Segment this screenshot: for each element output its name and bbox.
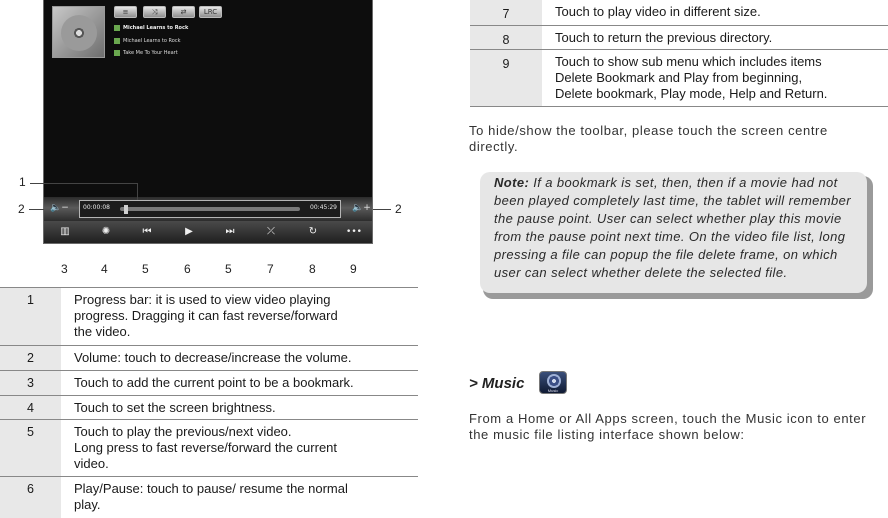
callout-previous: 5 xyxy=(142,262,149,276)
disc-icon xyxy=(61,15,97,51)
album-art-image xyxy=(52,6,105,58)
table-row xyxy=(470,0,888,25)
volume-up-button[interactable]: 🔈+ xyxy=(352,203,371,213)
callout-leader xyxy=(373,209,391,210)
row-number: 1 xyxy=(0,288,61,346)
row-description: Volume: touch to decrease/increase the volume. xyxy=(61,346,418,371)
music-intro-paragraph: From a Home or All Apps screen, touch the Music icon to enter the music file listing interface shown below: xyxy=(469,411,867,442)
row-description: Progress bar: it is used to view video playing progress. Dragging it can fast reverse/forward the video. xyxy=(61,288,418,346)
elapsed-time: 00:00:08 xyxy=(83,204,110,211)
control-bar xyxy=(44,221,373,244)
music-heading: > Music xyxy=(469,375,525,392)
table-row xyxy=(0,346,418,371)
note-text: If a bookmark is set, then, then if a movie had not been played completely last time, the tablet will remember the pause point. User can select whether play this movie from the pause point next time. On the video file list, long pressing a file can popup the file delete frame, on which user can select whether delete the selected file. xyxy=(494,175,852,280)
controls-table xyxy=(0,287,418,518)
row-number: 5 xyxy=(0,420,61,477)
row-description: Touch to set the screen brightness. xyxy=(61,396,418,420)
progress-bar xyxy=(44,197,373,221)
table-row xyxy=(470,25,888,49)
progress-box xyxy=(79,200,341,218)
table-row xyxy=(0,288,418,346)
total-time: 00:45:29 xyxy=(310,204,337,211)
song-item[interactable] xyxy=(114,36,180,46)
repeat-button[interactable]: ⇄ xyxy=(172,6,195,18)
music-app-icon xyxy=(539,371,567,394)
table-row xyxy=(0,371,418,396)
previous-icon[interactable]: ⏮ xyxy=(142,226,152,237)
callout-volume-left: 2 xyxy=(18,202,25,216)
row-description: Touch to play the previous/next video. Long press to fast reverse/forward the current video. xyxy=(61,420,418,477)
callout-progress: 1 xyxy=(19,175,26,189)
music-file-icon xyxy=(114,50,120,56)
song-item[interactable] xyxy=(114,23,188,33)
shuffle-button[interactable]: ⤨ xyxy=(143,6,166,18)
bookmark-icon[interactable]: ▥ xyxy=(60,226,70,237)
callout-menu: 9 xyxy=(350,262,357,276)
song-title: Michael Learns to Rock xyxy=(123,38,181,44)
callout-size: 8 xyxy=(309,262,316,276)
play-icon[interactable]: ▶ xyxy=(185,226,193,237)
size-icon[interactable]: ↻ xyxy=(308,226,318,237)
note-box xyxy=(480,172,867,293)
callout-brightness: 4 xyxy=(101,262,108,276)
progress-thumb[interactable] xyxy=(124,205,128,214)
row-description: Touch to play video in different size. xyxy=(542,0,888,25)
callout-leader xyxy=(30,183,138,184)
callout-return: 7 xyxy=(267,262,274,276)
video-player-screenshot xyxy=(43,0,373,244)
row-number: 4 xyxy=(0,396,61,420)
row-number: 7 xyxy=(470,0,542,25)
menu-icon[interactable]: ••• xyxy=(346,227,362,237)
callout-leader xyxy=(137,183,138,200)
callout-play: 6 xyxy=(184,262,191,276)
row-number: 2 xyxy=(0,346,61,371)
next-icon[interactable]: ⏭ xyxy=(225,226,235,237)
controls-table-continued xyxy=(470,0,888,107)
callout-leader xyxy=(29,209,44,210)
table-row xyxy=(470,49,888,106)
song-item[interactable] xyxy=(114,48,178,58)
row-description: Play/Pause: touch to pause/ resume the normal play. xyxy=(61,477,418,518)
lyrics-button[interactable]: LRC xyxy=(199,6,222,18)
table-row xyxy=(0,396,418,420)
progress-track[interactable] xyxy=(120,207,300,211)
toolbar-hint-paragraph: To hide/show the toolbar, please touch the screen centre directly. xyxy=(469,123,828,154)
playlist-button[interactable]: ≡ xyxy=(114,6,137,18)
row-description: Touch to show sub menu which includes items Delete Bookmark and Play from beginning, Delete bookmark, Play mode, Help and Return. xyxy=(542,49,888,106)
speaker-icon xyxy=(547,374,561,388)
callout-next: 5 xyxy=(225,262,232,276)
music-file-icon xyxy=(114,38,120,44)
callout-volume-right: 2 xyxy=(395,202,402,216)
music-icon-label: Music xyxy=(547,388,559,393)
note-label: Note: xyxy=(494,175,530,190)
row-number: 6 xyxy=(0,477,61,518)
row-description: Touch to add the current point to be a bookmark. xyxy=(61,371,418,396)
brightness-icon[interactable]: ✺ xyxy=(101,226,111,237)
song-title: Michael Learns to Rock xyxy=(123,25,189,31)
row-description: Touch to return the previous directory. xyxy=(542,25,888,49)
table-row xyxy=(0,477,418,518)
row-number: 8 xyxy=(470,25,542,49)
song-title: Take Me To Your Heart xyxy=(123,50,178,56)
table-row xyxy=(0,420,418,477)
return-icon[interactable]: ⤫ xyxy=(267,226,275,237)
music-file-icon xyxy=(114,25,120,31)
row-number: 3 xyxy=(0,371,61,396)
callout-bookmark: 3 xyxy=(61,262,68,276)
volume-down-button[interactable]: 🔈− xyxy=(50,203,69,213)
row-number: 9 xyxy=(470,49,542,106)
